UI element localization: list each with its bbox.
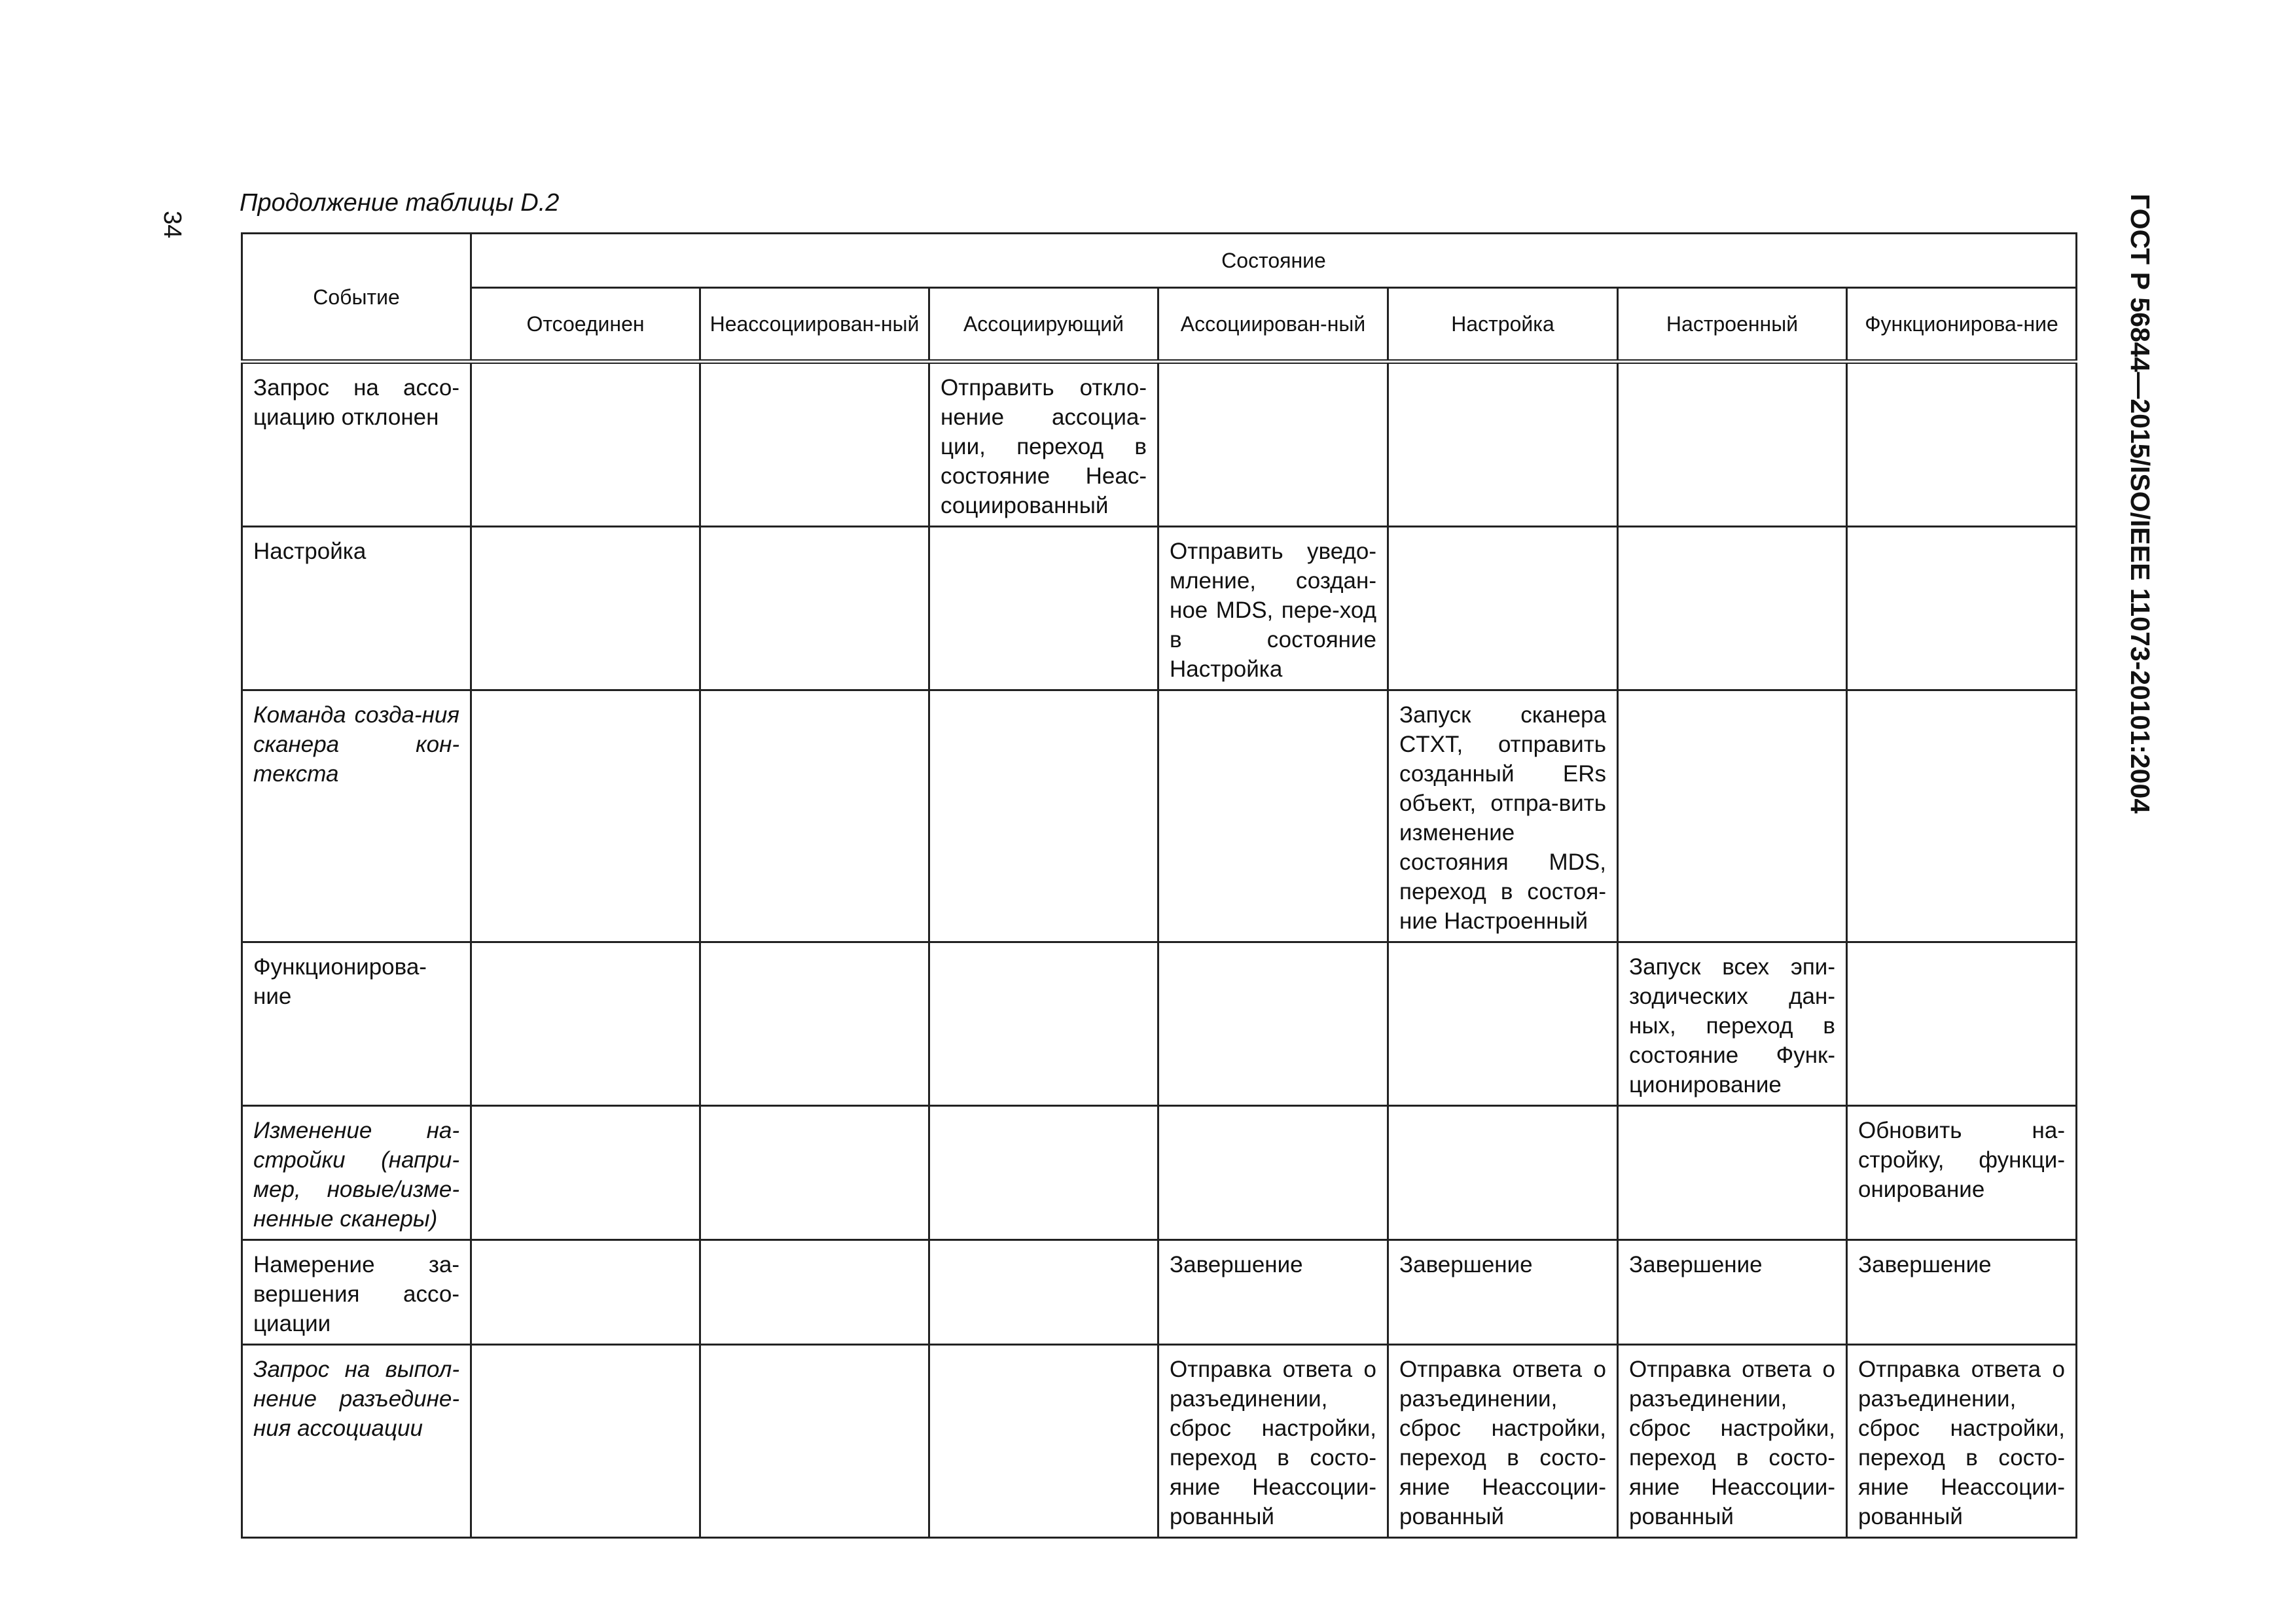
event-cell: Изменение на-стройки (напри-мер, новые/изме-ненные сканеры) [242,1106,471,1240]
action-cell [700,1240,929,1345]
action-cell: Отправка ответа о разъединении, сброс настройки, переход в состо-яние Неассоции-рованный [1388,1345,1618,1538]
action-cell [700,362,929,527]
action-cell [1618,527,1847,690]
table-caption: Продолжение таблицы D.2 [240,189,560,217]
action-cell [471,1240,700,1345]
action-cell [471,527,700,690]
action-cell [929,1240,1158,1345]
action-cell [929,690,1158,942]
table-row [242,1345,2077,1538]
action-cell: Запуск всех эпи-зодических дан-ных, переход в состояние Функ-ционирование [1618,942,1847,1106]
action-cell [929,942,1158,1106]
action-cell: Отправка ответа о разъединении, сброс настройки, переход в состо-яние Неассоции-рованный [1847,1345,2077,1538]
action-cell [1388,1106,1618,1240]
document-title: ГОСТ Р 56844—2015/ISO/IEEE 11073-20101:2004 [2125,194,2155,814]
table-row [242,1240,2077,1345]
action-cell [700,527,929,690]
action-cell: Отправка ответа о разъединении, сброс настройки, переход в состо-яние Неассоции-рованный [1618,1345,1847,1538]
action-cell [1618,690,1847,942]
action-cell: Завершение [1618,1240,1847,1345]
action-cell [1388,527,1618,690]
action-cell [1847,362,2077,527]
table-row [242,527,2077,690]
action-cell [1158,1106,1388,1240]
action-cell: Отправить откло-нение ассоциа-ции, переход в состояние Неас-социированный [929,362,1158,527]
action-cell [1618,362,1847,527]
action-cell: Завершение [1388,1240,1618,1345]
action-cell [1847,690,2077,942]
action-cell [1158,690,1388,942]
event-cell: Настройка [242,527,471,690]
action-cell [1847,527,2077,690]
table-row [242,690,2077,942]
action-cell [700,1106,929,1240]
table-row [242,942,2077,1106]
action-cell: Обновить на-стройку, функци-онирование [1847,1106,2077,1240]
state-column-header: Функционирова-ние [1847,288,2077,362]
action-cell [1847,942,2077,1106]
action-cell: Отправить уведо-мление, создан-ное MDS, пере-ход в состояние Настройка [1158,527,1388,690]
action-cell [700,1345,929,1538]
action-cell [471,362,700,527]
event-cell: Функционирова-ние [242,942,471,1106]
action-cell [1618,1106,1847,1240]
state-column-header: Ассоциирован-ный [1158,288,1388,362]
action-cell [1158,942,1388,1106]
action-cell [700,942,929,1106]
action-cell: Запуск сканера CTXT, отправить созданный ERs объект, отпра-вить изменение состояния MDS, переход в состоя-ние Настроенный [1388,690,1618,942]
action-cell [929,1345,1158,1538]
table-row [242,362,2077,527]
event-cell: Запрос на ассо-циацию отклонен [242,362,471,527]
action-cell [471,690,700,942]
action-cell [471,1106,700,1240]
action-cell [929,527,1158,690]
table-row [242,1106,2077,1240]
event-cell: Команда созда-ния сканера кон-текста [242,690,471,942]
event-header: Событие [242,234,471,362]
event-cell: Запрос на выпол-нение разъедине-ния ассоциации [242,1345,471,1538]
state-header: Состояние [471,234,2077,288]
state-column-header: Ассоциирующий [929,288,1158,362]
state-column-header: Неассоциирован-ный [700,288,929,362]
action-cell: Отправка ответа о разъединении, сброс настройки, переход в состо-яние Неассоции-рованный [1158,1345,1388,1538]
action-cell: Завершение [1158,1240,1388,1345]
action-cell: Завершение [1847,1240,2077,1345]
state-column-header: Настроенный [1618,288,1847,362]
event-cell: Намерение за-вершения ассо-циации [242,1240,471,1345]
state-transition-table [241,232,2077,1539]
action-cell [1388,942,1618,1106]
action-cell [929,1106,1158,1240]
state-column-header: Отсоединен [471,288,700,362]
action-cell [471,1345,700,1538]
state-column-header: Настройка [1388,288,1618,362]
action-cell [700,690,929,942]
action-cell [1158,362,1388,527]
action-cell [1388,362,1618,527]
page-number: 34 [158,211,186,239]
action-cell [471,942,700,1106]
